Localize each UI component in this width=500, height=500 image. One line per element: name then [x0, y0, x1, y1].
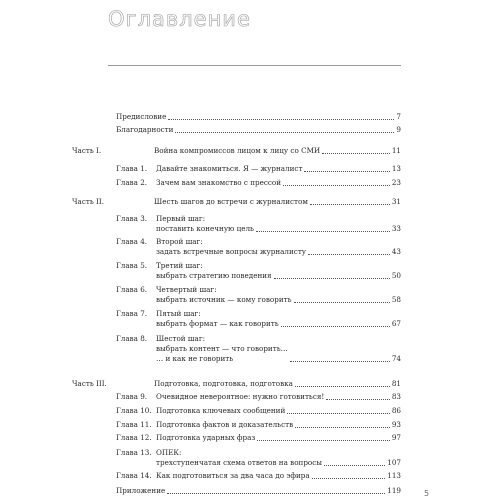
dot-leader: [257, 440, 389, 441]
toc-entry[interactable]: [156, 448, 401, 468]
entry-title: Зачем вам знакомство с прессой: [156, 178, 282, 187]
toc-entry[interactable]: [156, 178, 401, 188]
entry-page-number: 93: [391, 420, 401, 429]
toc-entry[interactable]: [156, 471, 401, 481]
chapter-label: Глава 5.: [116, 261, 148, 270]
chapter-label: Глава 7.: [116, 309, 148, 318]
entry-page-number: 23: [391, 178, 401, 187]
entry-title: ОПЕК: трехступенчатая схема ответов на вопросы: [156, 448, 322, 467]
entry-title: Шесть шагов до встречи с журналистом: [154, 197, 308, 206]
dot-leader: [256, 231, 390, 232]
toc-entry[interactable]: [156, 309, 401, 329]
dot-leader: [312, 478, 386, 479]
entry-title: Подготовка ключевых сообщений: [156, 406, 286, 415]
part-label: Часть III.: [72, 379, 107, 388]
entry-page-number: 86: [391, 406, 401, 415]
toc-entry[interactable]: [156, 214, 401, 234]
entry-title: Пятый шаг: выбрать формат — как говорить: [156, 309, 279, 328]
page-title: Оглавление: [108, 7, 251, 31]
dot-leader: [290, 361, 390, 362]
entry-page-number: 74: [391, 354, 401, 363]
entry-page-number: 13: [391, 164, 401, 173]
toc-entry[interactable]: [154, 146, 401, 156]
chapter-label: Глава 4.: [116, 237, 148, 246]
entry-page-number: 9: [396, 125, 401, 134]
dot-leader: [304, 171, 389, 172]
entry-page-number: 58: [391, 295, 401, 304]
toc-entry[interactable]: [156, 285, 401, 305]
toc-entry[interactable]: [156, 392, 401, 402]
chapter-label: Глава 12.: [116, 433, 152, 442]
entry-page-number: 119: [387, 486, 401, 495]
chapter-label: Глава 8.: [116, 334, 148, 343]
entry-page-number: 50: [391, 271, 401, 280]
chapter-label: Глава 1.: [116, 164, 148, 173]
chapter-label: Глава 14.: [116, 471, 152, 480]
chapter-label: Глава 11.: [116, 420, 152, 429]
toc-entry[interactable]: [156, 420, 401, 430]
page-number: 5: [424, 489, 430, 498]
toc-entry[interactable]: [156, 334, 401, 364]
entry-page-number: 11: [391, 146, 401, 155]
entry-page-number: 33: [391, 224, 401, 233]
entry-title: Приложение: [116, 486, 166, 495]
dot-leader: [281, 326, 390, 327]
entry-title: Шестой шаг: выбрать контент — что говорить… … и как не говорить: [156, 334, 288, 363]
entry-page-number: 107: [387, 458, 401, 467]
chapter-label: Глава 2.: [116, 178, 148, 187]
toc-entry[interactable]: [154, 379, 401, 389]
entry-title: Давайте знакомиться. Я — журналист: [156, 164, 303, 173]
dot-leader: [274, 278, 390, 279]
entry-title: Как подготовиться за два часа до эфира: [156, 471, 310, 480]
entry-page-number: 81: [391, 379, 401, 388]
chapter-label: Глава 13.: [116, 448, 152, 457]
entry-page-number: 31: [391, 197, 401, 206]
entry-title: Подготовка, подготовка, подготовка: [154, 379, 293, 388]
dot-leader: [324, 465, 385, 466]
dot-leader: [295, 427, 390, 428]
dot-leader: [168, 119, 394, 120]
entry-page-number: 113: [387, 471, 401, 480]
entry-title: Третий шаг: выбрать стратегию поведения: [156, 261, 272, 280]
dot-leader: [322, 153, 390, 154]
chapter-label: Глава 3.: [116, 214, 148, 223]
toc-entry[interactable]: [156, 406, 401, 416]
dot-leader: [295, 386, 390, 387]
toc-entry[interactable]: [116, 112, 401, 122]
dot-leader: [287, 413, 390, 414]
toc-entry[interactable]: [156, 164, 401, 174]
toc-entry[interactable]: [156, 237, 401, 257]
dot-leader: [283, 185, 390, 186]
entry-title: Подготовка фактов и доказательств: [156, 420, 294, 429]
toc-entry[interactable]: [116, 486, 401, 496]
part-label: Часть II.: [72, 197, 105, 206]
entry-page-number: 83: [391, 392, 401, 401]
entry-title: Подготовка ударных фраз: [156, 433, 256, 442]
entry-title: Четвертый шаг: выбрать источник — кому говорить: [156, 285, 292, 304]
dot-leader: [294, 302, 390, 303]
entry-title: Война компромиссов лицом к лицу со СМИ: [154, 146, 321, 155]
toc-entry[interactable]: [156, 261, 401, 281]
entry-title: Второй шаг: задать встречные вопросы журналисту: [156, 237, 307, 256]
entry-title: Очевидное невероятное: нужно готовиться!: [156, 392, 325, 401]
toc-entry[interactable]: [116, 125, 401, 135]
dot-leader: [167, 493, 385, 494]
dot-leader: [310, 204, 390, 205]
dot-leader: [308, 254, 390, 255]
entry-page-number: 43: [391, 247, 401, 256]
chapter-label: Глава 10.: [116, 406, 152, 415]
entry-page-number: 7: [396, 112, 401, 121]
toc-entry[interactable]: [156, 433, 401, 443]
chapter-label: Глава 6.: [116, 285, 148, 294]
entry-page-number: 97: [391, 433, 401, 442]
chapter-label: Глава 9.: [116, 392, 148, 401]
part-label: Часть I.: [72, 146, 102, 155]
toc-entry[interactable]: [154, 197, 401, 207]
dot-leader: [175, 132, 394, 133]
entry-title: Благодарности: [116, 125, 174, 134]
dot-leader: [326, 399, 390, 400]
entry-page-number: 67: [391, 319, 401, 328]
entry-title: Предисловие: [116, 112, 167, 121]
entry-title: Первый шаг: поставить конечную цель: [156, 214, 254, 233]
